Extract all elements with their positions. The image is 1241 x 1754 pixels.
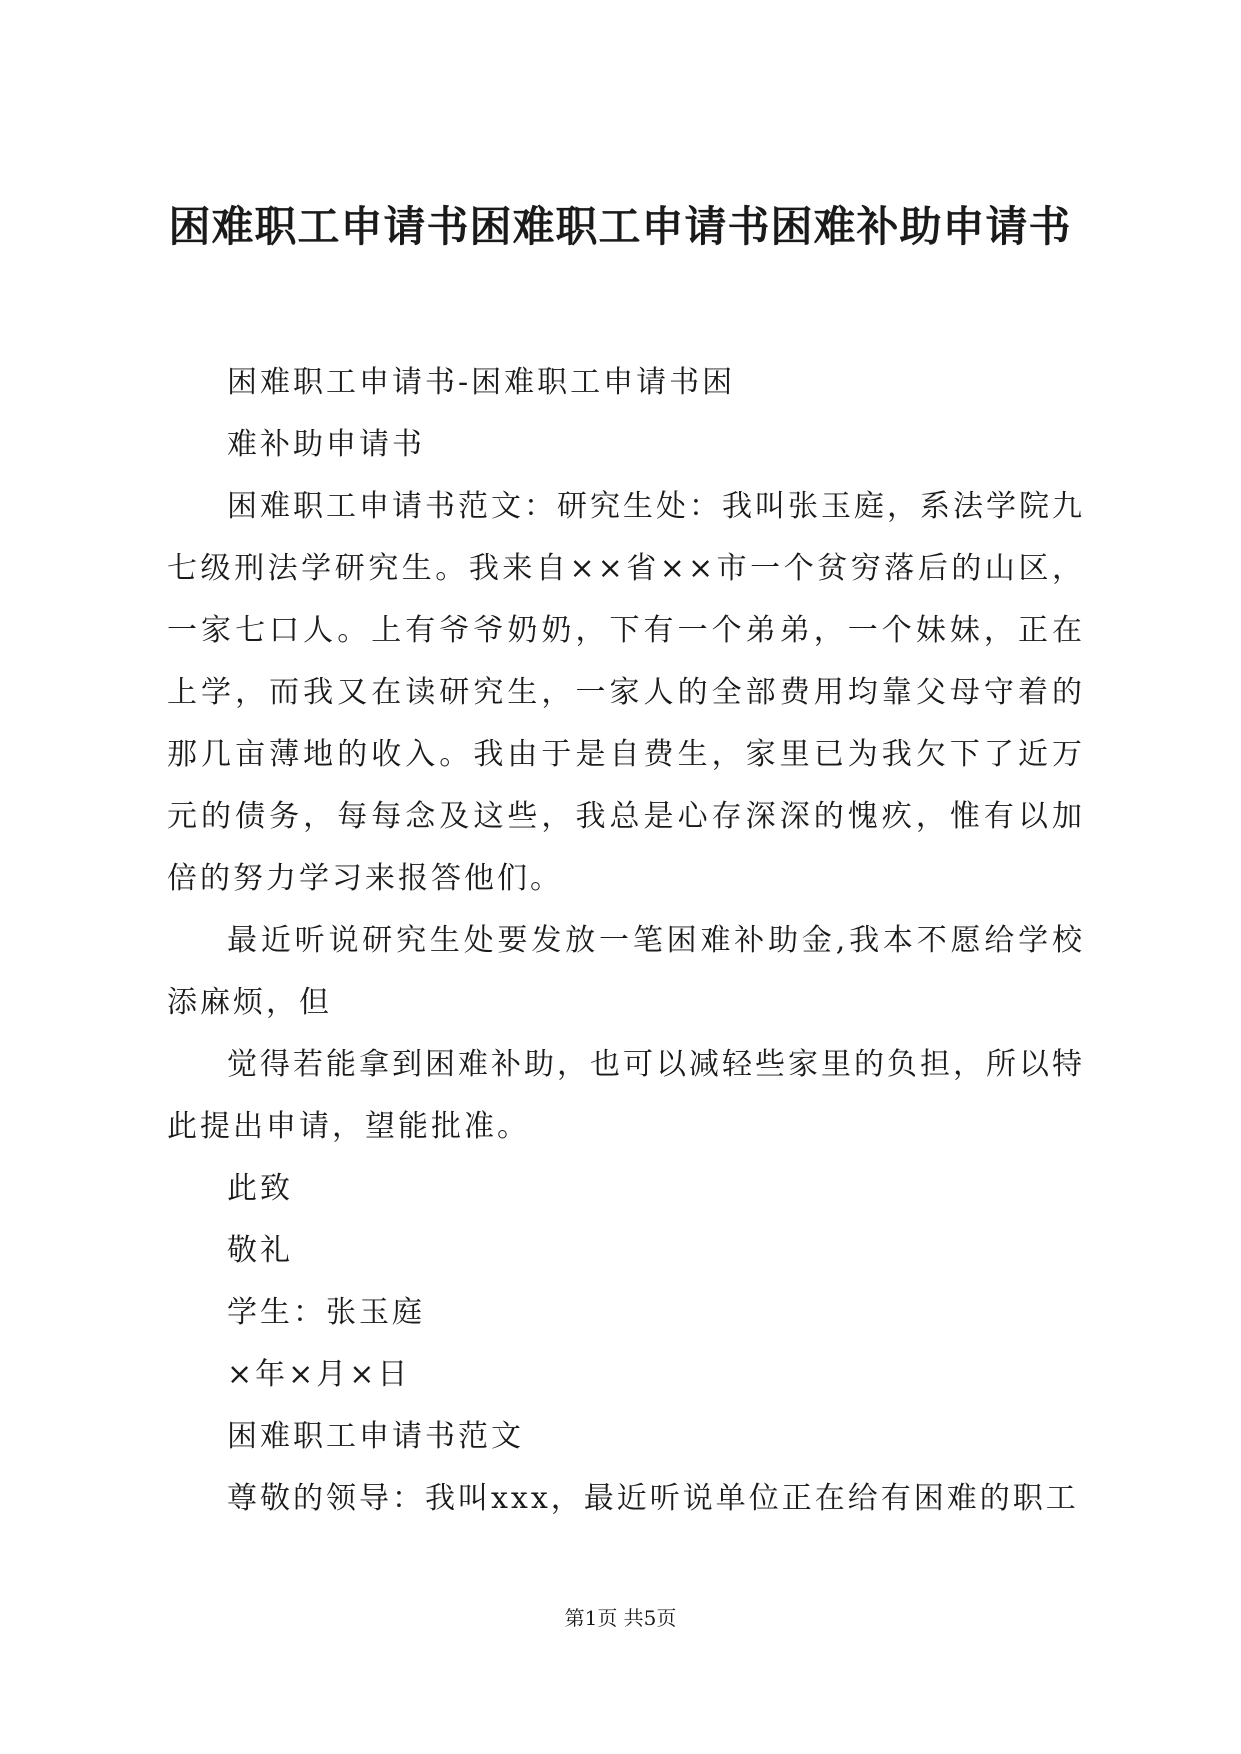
- closing-regards: 敬礼: [227, 1233, 293, 1268]
- document-body: [167, 352, 1085, 1530]
- closing-salutation: 此致: [227, 1171, 293, 1206]
- paragraph: 最近听说研究生处要发放一笔困难补助金,我本不愿给学校添麻烦，但: [167, 923, 1085, 1020]
- section-heading: 困难职工申请书范文: [227, 1419, 524, 1454]
- paragraph: 尊敬的领导：我叫xxx，最近听说单位正在给有困难的职工: [227, 1481, 1079, 1516]
- paragraph: 困难职工申请书-困难职工申请书困: [227, 365, 736, 400]
- paragraph: 觉得若能拿到困难补助，也可以减轻些家里的负担，所以特此提出申请，望能批准。: [167, 1047, 1085, 1144]
- paragraph: 难补助申请书: [227, 427, 425, 462]
- signature-line: 学生：张玉庭: [227, 1295, 425, 1330]
- page-number-footer: 第1页 共5页: [564, 1606, 677, 1630]
- paragraph: 困难职工申请书范文：研究生处：我叫张玉庭，系法学院九七级刑法学研究生。我来自××省××市一个贫穷落后的山区，一家七口人。上有爷爷奶奶，下有一个弟弟，一个妹妹，正在上学，而我又在读研究生，一家人的全部费用均靠父母守着的那几亩薄地的收入。我由于是自费生，家里已为我欠下了近万元的债务，每每念及这些，我总是心存深深的愧疚，惟有以加倍的努力学习来报答他们。: [167, 489, 1085, 896]
- document-title: 困难职工申请书困难职工申请书困难补助申请书: [168, 202, 1072, 251]
- date-line: ×年×月×日: [227, 1357, 411, 1392]
